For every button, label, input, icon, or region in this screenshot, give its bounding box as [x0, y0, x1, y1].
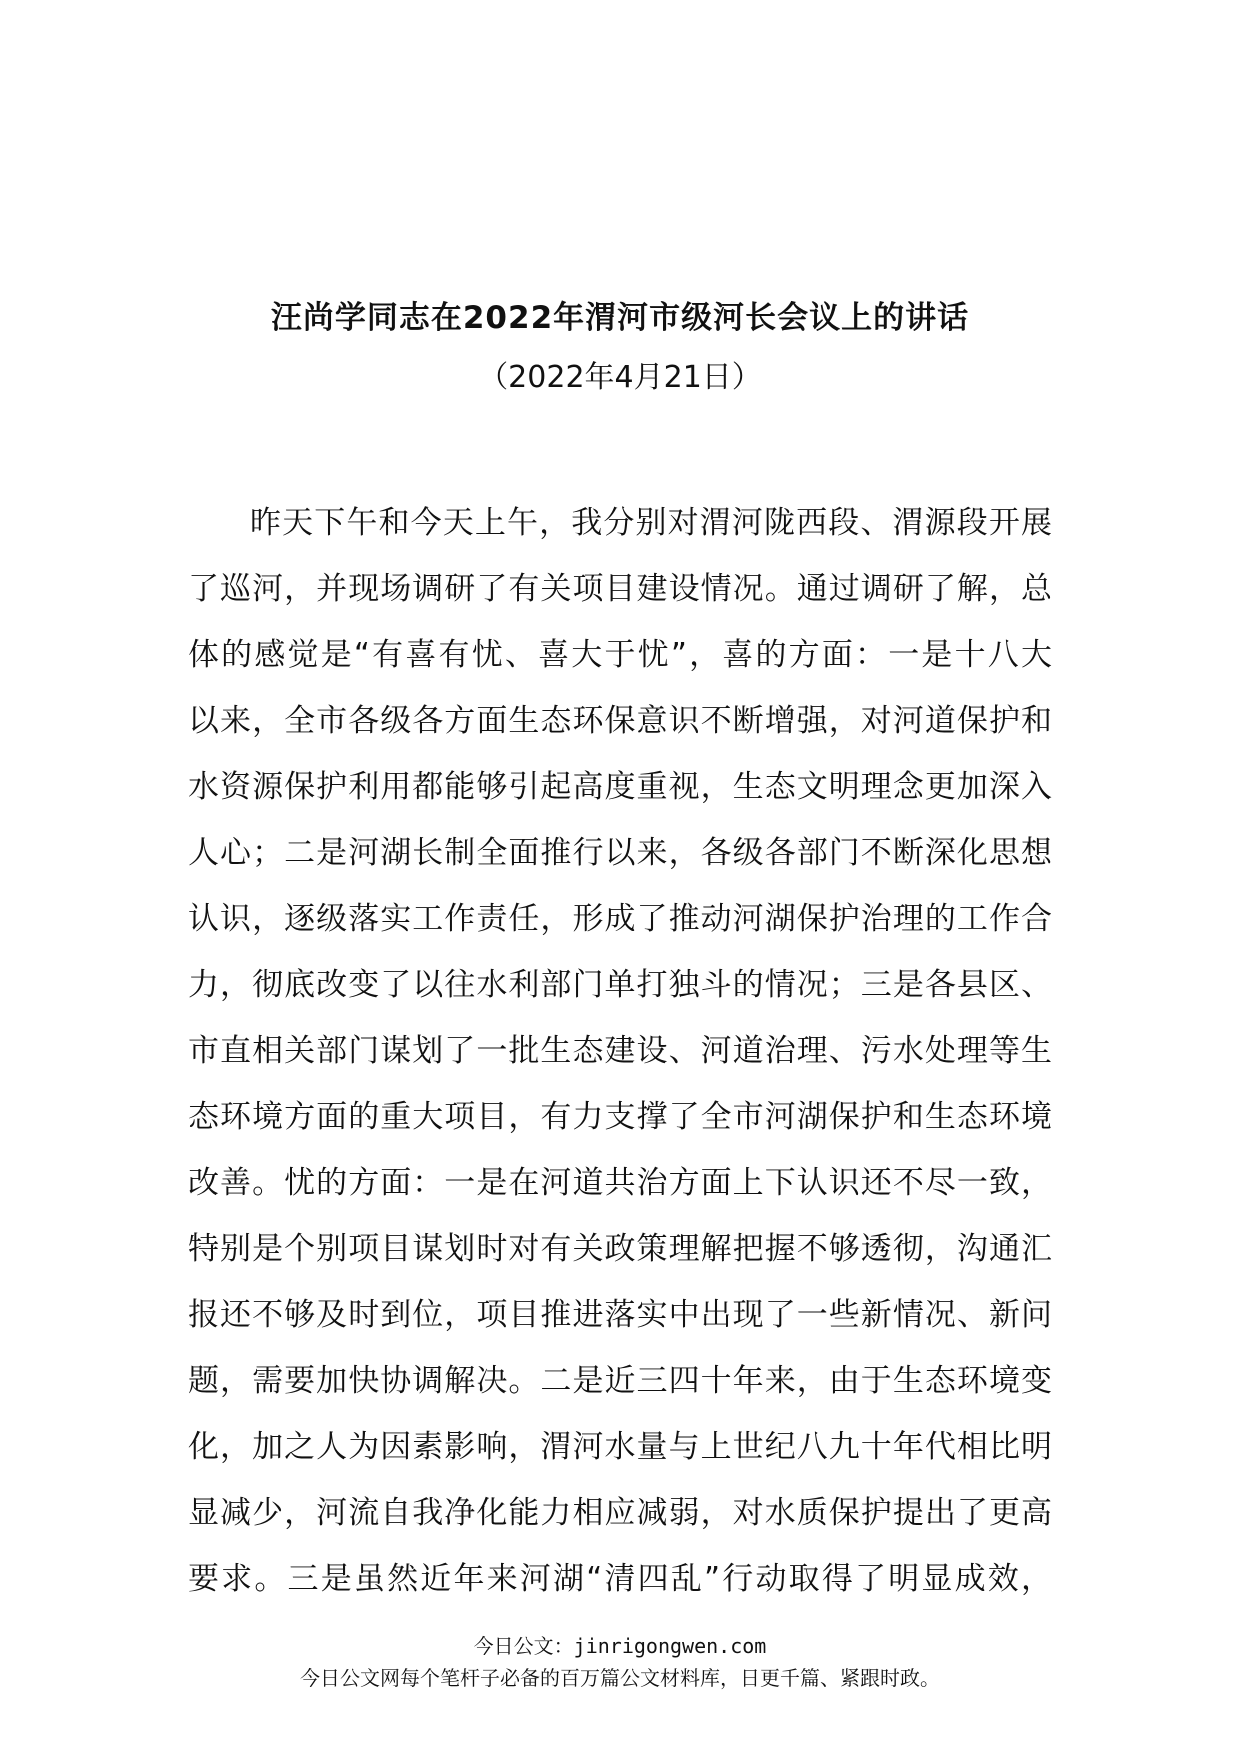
body-paragraph: [188, 490, 1052, 1612]
footer-site-label: 今日公文：: [473, 1634, 574, 1658]
document-date: （2022年4月21日）: [478, 360, 762, 395]
footer-description: 今日公文网每个笔杆子必备的百万篇公文材料库，日更千篇、紧跟时政。: [300, 1666, 940, 1690]
paragraph-line: 题，需要加快协调解决。二是近三四十年来，由于生态环境变: [188, 1363, 1052, 1399]
paragraph-line: 昨天下午和今天上午，我分别对渭河陇西段、渭源段开展: [250, 505, 1052, 541]
paragraph-line: 市直相关部门谋划了一批生态建设、河道治理、污水处理等生: [188, 1033, 1052, 1069]
footer-site-line: [0, 1632, 1240, 1660]
paragraph-line: 力，彻底改变了以往水利部门单打独斗的情况；三是各县区、: [188, 967, 1052, 1003]
document-title: 汪尚学同志在2022年渭河市级河长会议上的讲话: [270, 300, 970, 336]
paragraph-line: 人心；二是河湖长制全面推行以来，各级各部门不断深化思想: [188, 835, 1052, 871]
paragraph-line: 特别是个别项目谋划时对有关政策理解把握不够透彻，沟通汇: [188, 1231, 1052, 1267]
paragraph-line: 体的感觉是“有喜有忧、喜大于忧”，喜的方面：一是十八大: [188, 637, 1052, 673]
paragraph-line: 要求。三是虽然近年来河湖“清四乱”行动取得了明显成效，: [188, 1561, 1052, 1597]
paragraph-line: 显减少，河流自我净化能力相应减弱，对水质保护提出了更高: [188, 1495, 1052, 1531]
paragraph-line: 水资源保护利用都能够引起高度重视，生态文明理念更加深入: [188, 769, 1052, 805]
paragraph-line: 改善。忧的方面：一是在河道共治方面上下认识还不尽一致，: [188, 1165, 1052, 1201]
footer-site-link[interactable]: jinrigongwen.com: [573, 1634, 767, 1658]
paragraph-line: 报还不够及时到位，项目推进落实中出现了一些新情况、新问: [188, 1297, 1052, 1333]
paragraph-line: 认识，逐级落实工作责任，形成了推动河湖保护治理的工作合: [188, 901, 1052, 937]
paragraph-line: 以来，全市各级各方面生态环保意识不断增强，对河道保护和: [188, 703, 1052, 739]
paragraph-line: 化，加之人为因素影响，渭河水量与上世纪八九十年代相比明: [188, 1429, 1052, 1465]
paragraph-line: 了巡河，并现场调研了有关项目建设情况。通过调研了解，总: [188, 571, 1052, 607]
paragraph-line: 态环境方面的重大项目，有力支撑了全市河湖保护和生态环境: [188, 1099, 1052, 1135]
